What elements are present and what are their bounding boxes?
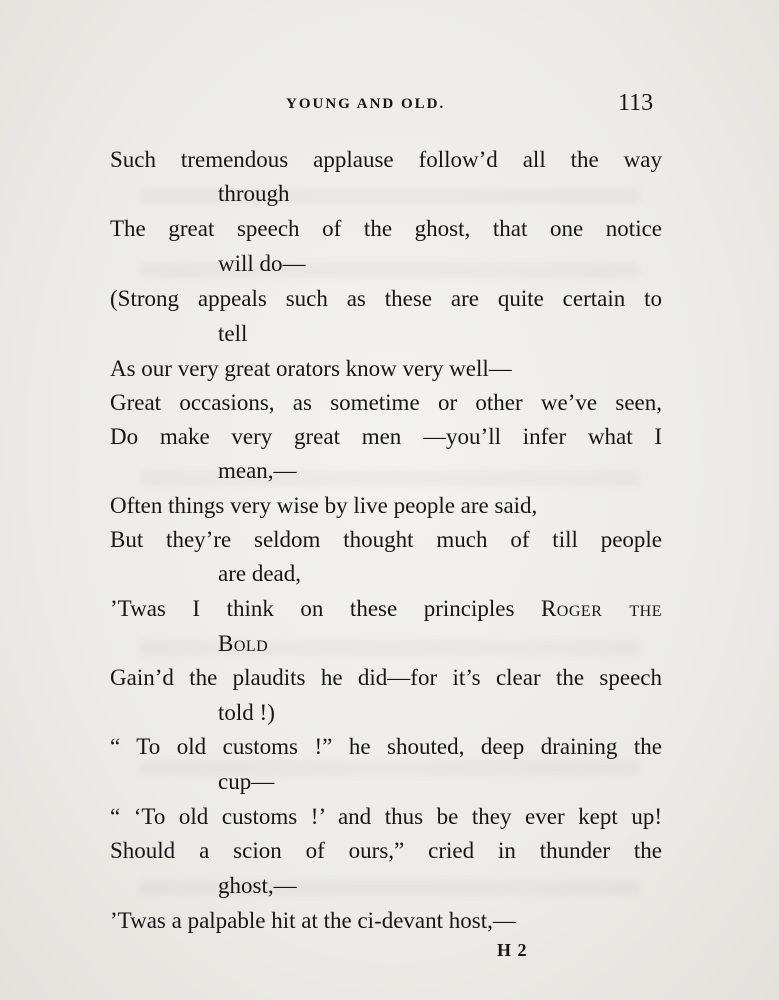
running-title: YOUNG AND OLD.: [286, 96, 446, 112]
verse-line: But they’re seldom thought much of till people: [110, 527, 662, 552]
verse-line-text: ’Twas I think on these principles: [110, 596, 541, 621]
page-header: [0, 88, 779, 128]
verse-line: [110, 592, 662, 626]
verse-line: ’Twas a palpable hit at the ci-devant host,—: [110, 908, 516, 933]
show-through-shadow: [140, 262, 640, 278]
verse-line-continuation: told !): [218, 700, 275, 725]
name-small-caps: Bold: [218, 631, 269, 656]
verse-line: Gain’d the plaudits he did—for it’s clear the speech: [110, 665, 662, 690]
verse-line: “ To old customs !” he shouted, deep draining the: [110, 734, 662, 759]
show-through-shadow: [140, 470, 640, 486]
verse-line: Should a scion of ours,” cried in thunder the: [110, 838, 662, 863]
verse-line-continuation: tell: [218, 321, 248, 346]
show-through-shadow: [140, 880, 640, 896]
verse-line: The great speech of the ghost, that one notice: [110, 216, 662, 241]
verse-line: Do make very great men —you’ll infer what I: [110, 424, 662, 449]
verse-line-continuation: are dead,: [218, 561, 301, 586]
show-through-shadow: [140, 640, 640, 656]
verse-line-continuation: through: [218, 181, 290, 206]
verse-line: As our very great orators know very well—: [110, 356, 512, 381]
verse-line-continuation: will do—: [218, 251, 306, 276]
show-through-shadow: [140, 188, 640, 204]
verse-line: Such tremendous applause follow’d all the way: [110, 147, 662, 172]
verse-line-continuation: ghost,—: [218, 873, 297, 898]
verse-line-continuation: [218, 627, 268, 661]
name-small-caps: Roger the: [540, 596, 662, 621]
verse-line: “ ‘To old customs !’ and thus be they ever kept up!: [110, 804, 662, 829]
verse-line: Great occasions, as sometime or other we’ve seen,: [110, 390, 662, 415]
verse-line: Often things very wise by live people are said,: [110, 493, 538, 518]
verse-line-continuation: cup—: [218, 769, 275, 794]
verse-line-continuation: mean,—: [218, 458, 297, 483]
signature-mark: H 2: [497, 940, 528, 960]
page-number: 113: [618, 90, 654, 116]
verse-line: (Strong appeals such as these are quite certain to: [110, 286, 662, 311]
